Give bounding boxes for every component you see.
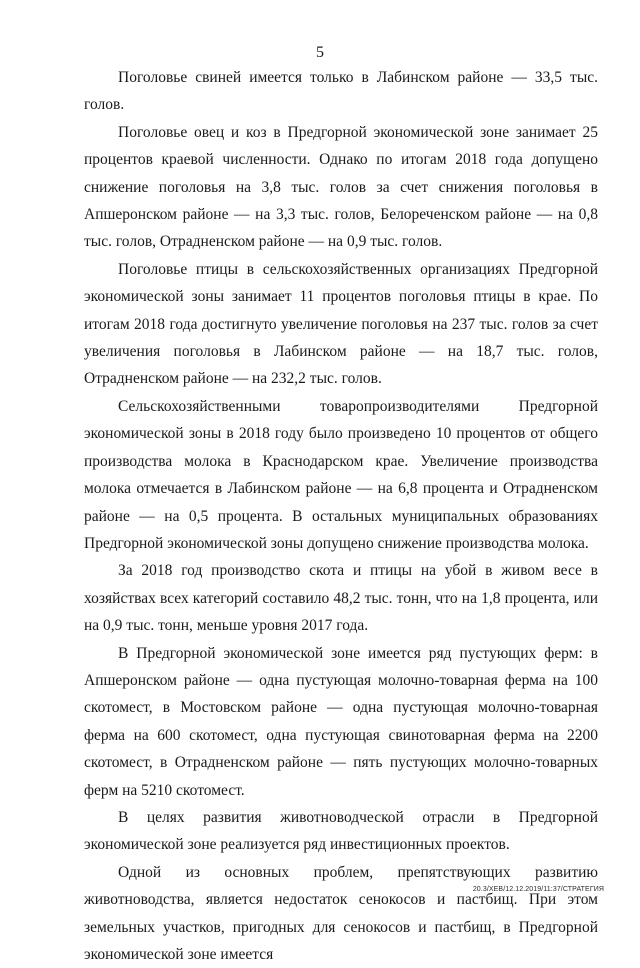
document-body: [84, 64, 598, 968]
paragraph-pasture-problem: Одной из основных проблем, препятствующих развитию животноводства, является недостаток сенокосов и пастбищ. При этом земельных участков, пригодных для сенокосов и пастбищ, в Предгорной экономической зоне имеется: [84, 863, 598, 963]
paragraph-sheep-goat-population: Поголовье овец и коз в Предгорной экономической зоне занимает 25 процентов краевой численности. Однако по итогам 2018 года допущено снижение поголовья на 3,8 тыс. голов за счет снижения поголовья в Апшеронском районе — на 3,3 тыс. голов, Белореченском районе — на 0,8 тыс. голов, Отрадненском районе — на 0,9 тыс. голов.: [84, 123, 598, 251]
document-footer-code: 20.3/ХЕВ/12.12.2019/11:37/СТРАТЕГИЯ: [472, 886, 604, 893]
paragraph-investment-projects: В целях развития животноводческой отрасли в Предгорной экономической зоне реализуется ряд инвестиционных проектов.: [84, 808, 598, 854]
paragraph-milk-production: Сельскохозяйственными товаропроизводителями Предгорной экономической зоны в 2018 году было произведено 10 процентов от общего производства молока в Краснодарском крае. Увеличение производства молока отмечается в Лабинском районе — на 6,8 процента и Отрадненском районе — на 0,5 процента. В остальных муниципальных образованиях Предгорной экономической зоны допущено снижение производства молока.: [84, 397, 598, 552]
paragraph-empty-farms: В Предгорной экономической зоне имеется ряд пустующих ферм: в Апшеронском районе — одна пустующая молочно-товарная ферма на 100 скотомест, в Мостовском районе — одна пустующая молочно-товарная ферма на 600 скотомест, одна пустующая свинотоварная ферма на 2200 скотомест, в Отрадненском районе — пять пустующих молочно-товарных ферм на 5210 скотомест.: [84, 644, 598, 799]
paragraph-pig-population: Поголовье свиней имеется только в Лабинском районе — 33,5 тыс. голов.: [84, 69, 598, 114]
paragraph-livestock-slaughter: За 2018 год производство скота и птицы на убой в живом весе в хозяйствах всех категорий составило 48,2 тыс. тонн, что на 1,8 процента, или на 0,9 тыс. тонн, меньше уровня 2017 года.: [84, 562, 598, 635]
paragraph-poultry-population: Поголовье птицы в сельскохозяйственных организациях Предгорной экономической зоны занимает 11 процентов поголовья птицы в крае. По итогам 2018 года достигнуто увеличение поголовья на 237 тыс. голов за счет увеличения поголовья в Лабинском районе — на 18,7 тыс. голов, Отрадненском районе — на 232,2 тыс. голов.: [84, 260, 598, 388]
page-number: 5: [316, 44, 324, 61]
